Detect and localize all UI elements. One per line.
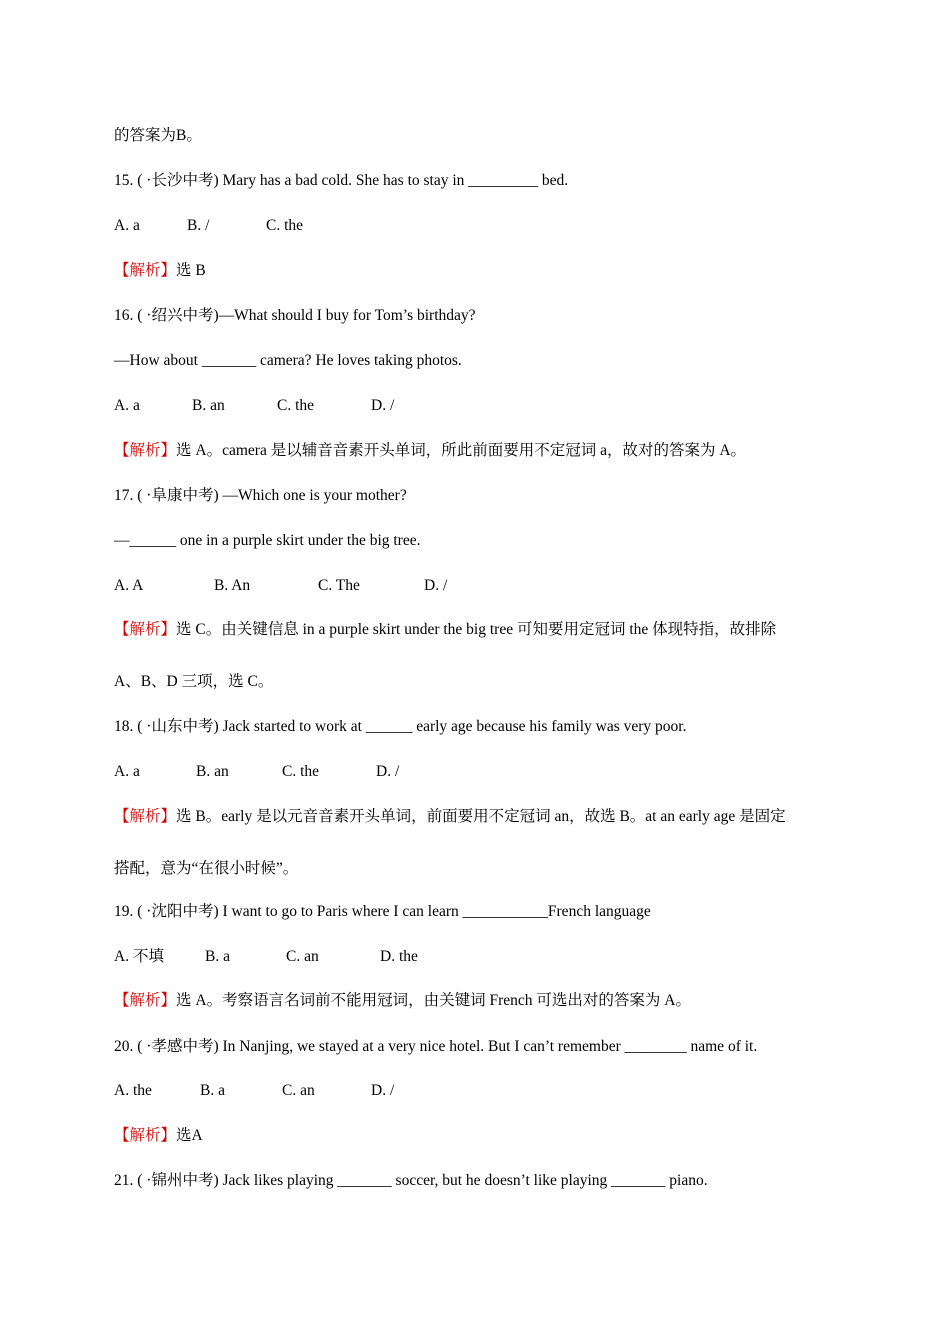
question-20-options <box>114 1081 394 1101</box>
question-18-options <box>114 762 399 782</box>
question-17-stem: 17. ( ·阜康中考) —Which one is your mother? <box>114 487 407 504</box>
option-c: C. the <box>282 763 320 780</box>
analysis-text: 选 C。由关键信息 in a purple skirt under the big tree 可知要用定冠词 the 体现特指，故排除 <box>176 621 777 638</box>
question-15-stem: 15. ( ·长沙中考) Mary has a bad cold. She has to stay in _________ bed. <box>114 172 569 189</box>
option-c: C. an <box>286 948 319 965</box>
question-20-analysis <box>114 1126 203 1146</box>
option-b: B. / <box>187 217 210 234</box>
analysis-label: 【解析】 <box>114 808 177 825</box>
question-15-analysis <box>114 261 206 281</box>
question-20-stem: 20. ( ·孝感中考) In Nanjing, we stayed at a very nice hotel. But I can’t remember ________ name of it. <box>114 1038 758 1055</box>
option-c: C. the <box>277 397 315 414</box>
analysis-label: 【解析】 <box>114 262 177 279</box>
analysis-label: 【解析】 <box>114 621 177 638</box>
analysis-label: 【解析】 <box>114 442 177 459</box>
option-a: A. 不填 <box>114 948 164 965</box>
question-18-stem: 18. ( ·山东中考) Jack started to work at ______ early age because his family was very poor. <box>114 718 687 735</box>
option-a: A. a <box>114 763 140 780</box>
analysis-text: 选A <box>176 1127 203 1144</box>
question-17-analysis-cont: A、B、D 三项，选 C。 <box>114 673 274 690</box>
option-d: D. / <box>424 577 448 594</box>
option-d: D. / <box>371 397 395 414</box>
question-15-options <box>114 216 303 236</box>
answer-tail: 的答案为B。 <box>114 127 202 144</box>
question-21-stem: 21. ( ·锦州中考) Jack likes playing _______ soccer, but he doesn’t like playing _______ piano. <box>114 1172 708 1189</box>
question-19-options <box>114 947 418 967</box>
option-c: C. The <box>318 577 360 594</box>
option-b: B. An <box>214 577 251 594</box>
option-a: A. A <box>114 577 144 594</box>
option-b: B. an <box>192 397 225 414</box>
question-18-analysis <box>114 807 786 827</box>
analysis-text: 选 A。考察语言名词前不能用冠词，由关键词 French 可选出对的答案为 A。 <box>176 992 691 1009</box>
option-c: C. the <box>266 217 304 234</box>
option-c: C. an <box>282 1082 315 1099</box>
analysis-text: 选 A。camera 是以辅音音素开头单词，所此前面要用不定冠词 a，故对的答案为 A。 <box>176 442 747 459</box>
option-b: B. an <box>196 763 229 780</box>
question-19-analysis <box>114 991 691 1011</box>
question-17-options <box>114 576 447 596</box>
option-b: B. a <box>200 1082 225 1099</box>
question-16-stem: 16. ( ·绍兴中考)—What should I buy for Tom’s birthday? <box>114 307 476 324</box>
analysis-label: 【解析】 <box>114 1127 177 1144</box>
option-b: B. a <box>205 948 230 965</box>
option-d: D. / <box>376 763 400 780</box>
question-16-analysis <box>114 441 746 461</box>
question-16-stem-2: —How about _______ camera? He loves taking photos. <box>114 352 462 369</box>
question-17-analysis <box>114 620 776 640</box>
option-a: A. the <box>114 1082 152 1099</box>
question-16-options <box>114 396 394 416</box>
question-19-stem: 19. ( ·沈阳中考) I want to go to Paris where I can learn ___________French language <box>114 903 651 920</box>
analysis-label: 【解析】 <box>114 992 177 1009</box>
option-a: A. a <box>114 217 140 234</box>
analysis-text: 选 B。early 是以元音音素开头单词，前面要用不定冠词 an，故选 B。at an early age 是固定 <box>176 808 786 825</box>
analysis-text: 选 B <box>176 262 206 279</box>
question-18-analysis-cont: 搭配，意为“在很小时候”。 <box>114 860 299 877</box>
option-d: D. the <box>380 948 418 965</box>
option-a: A. a <box>114 397 140 414</box>
question-17-stem-2: —______ one in a purple skirt under the big tree. <box>114 532 421 549</box>
option-d: D. / <box>371 1082 395 1099</box>
